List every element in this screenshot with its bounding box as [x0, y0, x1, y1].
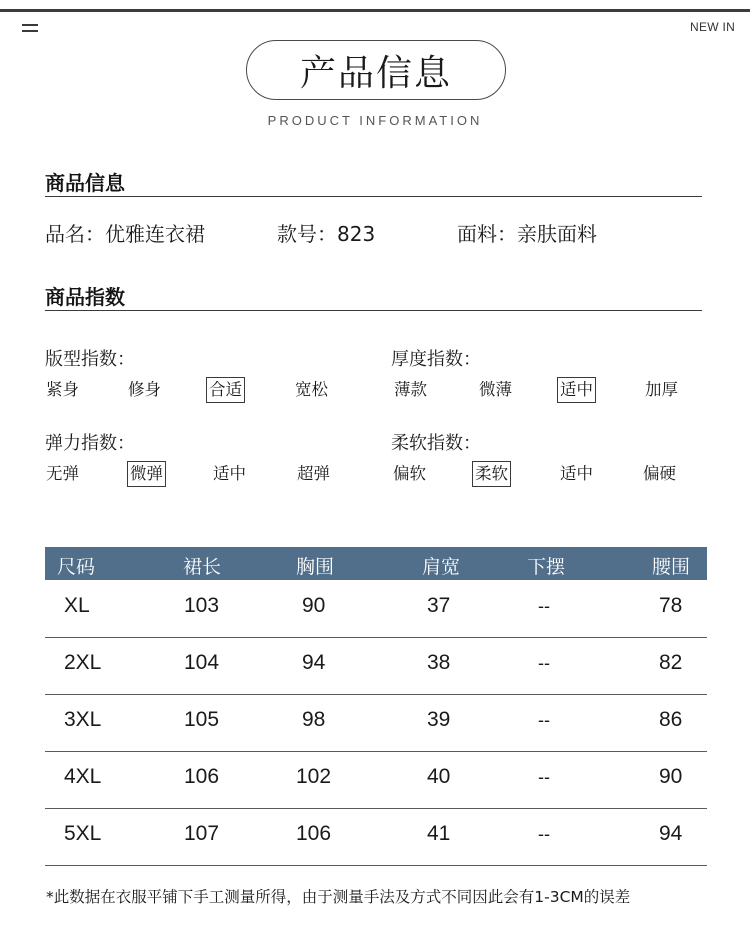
fit-option-selected: 合适 [209, 380, 242, 399]
cell-shoulder: 40 [427, 765, 451, 788]
fit-option: 紧身 [46, 380, 79, 399]
column-header-bust: 胸围 [296, 556, 335, 578]
thickness-option-selected: 适中 [560, 380, 593, 399]
elasticity-index-label: 弹力指数： [45, 433, 135, 454]
new-in-label: NEW IN [690, 20, 736, 34]
cell-shoulder: 41 [427, 822, 451, 845]
menu-icon[interactable] [22, 23, 38, 33]
column-header-hem: 下摆 [527, 556, 566, 578]
cell-hem: -- [538, 824, 550, 844]
elasticity-option: 超弹 [297, 464, 330, 483]
cell-bust: 106 [296, 822, 332, 845]
column-header-size: 尺码 [57, 556, 96, 578]
section-divider [45, 196, 702, 197]
cell-size: 2XL [64, 651, 102, 674]
column-header-waist: 腰围 [652, 556, 691, 578]
thickness-index-label: 厚度指数： [391, 349, 481, 370]
cell-hem: -- [538, 653, 550, 673]
product-fabric: 面料：亲肤面料 [457, 222, 597, 246]
measurement-footnote: *此数据在衣服平铺下手工测量所得，由于测量手法及方式不同因此会有1-3CM的误差 [46, 888, 631, 906]
column-header-shoulder: 肩宽 [422, 556, 461, 578]
softness-option: 适中 [560, 464, 593, 483]
cell-length: 103 [184, 594, 220, 617]
softness-index-label: 柔软指数： [391, 433, 481, 454]
cell-bust: 98 [302, 708, 326, 731]
cell-shoulder: 38 [427, 651, 451, 674]
cell-length: 107 [184, 822, 220, 845]
cell-size: 4XL [64, 765, 102, 788]
softness-option: 偏软 [393, 464, 426, 483]
table-row [45, 637, 707, 695]
cell-bust: 90 [302, 594, 326, 617]
table-row [45, 694, 707, 752]
cell-waist: 94 [659, 822, 683, 845]
cell-length: 106 [184, 765, 220, 788]
cell-bust: 102 [296, 765, 332, 788]
elasticity-option: 适中 [213, 464, 246, 483]
cell-size: 5XL [64, 822, 102, 845]
product-name: 品名：优雅连衣裙 [45, 222, 205, 246]
thickness-option: 薄款 [394, 380, 427, 399]
cell-hem: -- [538, 710, 550, 730]
fit-option: 修身 [128, 380, 161, 399]
fit-option: 宽松 [295, 380, 328, 399]
column-header-length: 裙长 [183, 556, 222, 578]
cell-waist: 78 [659, 594, 683, 617]
cell-waist: 86 [659, 708, 683, 731]
thickness-option: 微薄 [479, 380, 512, 399]
cell-hem: -- [538, 767, 550, 787]
elasticity-option-selected: 微弹 [130, 464, 163, 483]
elasticity-option: 无弹 [46, 464, 79, 483]
table-row [45, 580, 707, 638]
product-style-no: 款号：823 [277, 222, 376, 246]
size-table-header [45, 547, 707, 580]
indices-heading: 商品指数 [45, 285, 125, 309]
cell-size: XL [64, 594, 90, 617]
softness-option: 偏硬 [643, 464, 676, 483]
section-divider [45, 310, 702, 311]
page-subtitle: PRODUCT INFORMATION [267, 113, 483, 128]
cell-waist: 90 [659, 765, 683, 788]
thickness-option: 加厚 [645, 380, 678, 399]
table-row [45, 808, 707, 866]
softness-option-selected: 柔软 [475, 464, 508, 483]
cell-shoulder: 37 [427, 594, 451, 617]
cell-size: 3XL [64, 708, 102, 731]
product-info-heading: 商品信息 [45, 171, 125, 195]
cell-bust: 94 [302, 651, 326, 674]
fit-index-label: 版型指数： [45, 349, 135, 370]
page-title: 产品信息 [299, 52, 452, 94]
cell-length: 104 [184, 651, 220, 674]
table-row [45, 751, 707, 809]
cell-hem: -- [538, 596, 550, 616]
cell-waist: 82 [659, 651, 683, 674]
title-pill [246, 40, 506, 100]
top-rule [0, 9, 750, 12]
cell-shoulder: 39 [427, 708, 451, 731]
cell-length: 105 [184, 708, 220, 731]
